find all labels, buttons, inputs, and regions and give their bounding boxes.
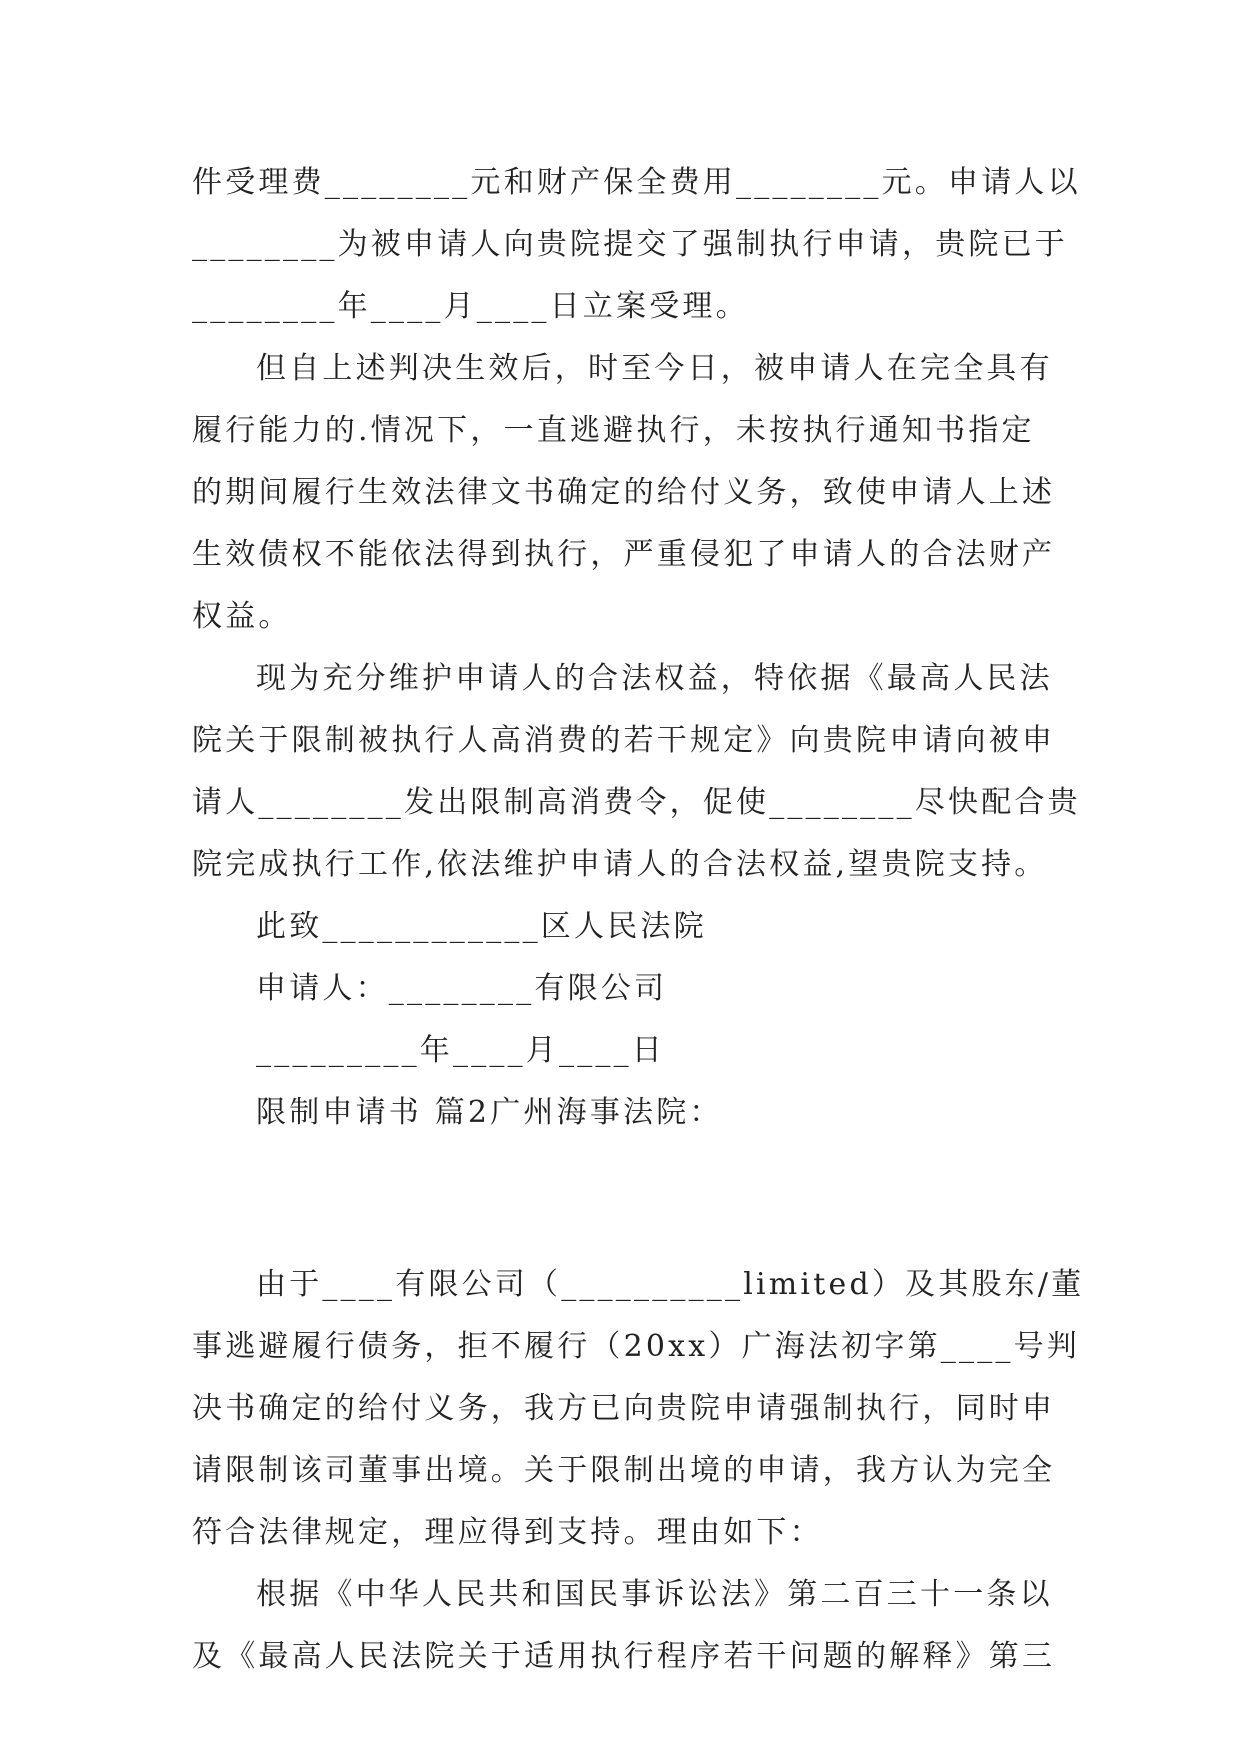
- date-line: _________年____月____日: [256, 1033, 665, 1068]
- paragraph-start: 现为充分维护申请人的合法权益，特依据《最高人民法: [256, 661, 1053, 696]
- text-line: 权益。: [192, 599, 292, 634]
- paragraph-start: 根据《中华人民共和国民事诉讼法》第二百三十一条以: [256, 1577, 1053, 1612]
- text-line: 件受理费________元和财产保全费用________元。申请人以: [192, 165, 1081, 200]
- text-line: 院关于限制被执行人高消费的若干规定》向贵院申请向被申: [192, 723, 1056, 758]
- paragraph-start: 由于____有限公司（__________limited）及其股东/董: [256, 1267, 1085, 1302]
- text-line: 院完成执行工作,依法维护申请人的合法权益,望贵院支持。: [192, 847, 1048, 882]
- text-line: 生效债权不能依法得到执行，严重侵犯了申请人的合法财产: [192, 537, 1056, 572]
- text-line: 决书确定的给付义务，我方已向贵院申请强制执行，同时申: [192, 1391, 1056, 1426]
- text-line: 请限制该司董事出境。关于限制出境的申请，我方认为完全: [192, 1453, 1056, 1488]
- text-line: ________为被申请人向贵院提交了强制执行申请，贵院已于: [192, 227, 1068, 262]
- text-line: ________年____月____日立案受理。: [192, 289, 749, 324]
- applicant-signature: 申请人：________有限公司: [256, 971, 668, 1006]
- text-line: 及《最高人民法院关于适用执行程序若干问题的解释》第三: [192, 1639, 1056, 1674]
- text-line: 符合法律规定，理应得到支持。理由如下：: [192, 1515, 823, 1550]
- paragraph-start: 但自上述判决生效后，时至今日，被申请人在完全具有: [256, 351, 1053, 386]
- section-heading: 限制申请书 篇2广州海事法院：: [256, 1095, 723, 1130]
- text-line: 事逃避履行债务，拒不履行（20xx）广海法初字第____号判: [192, 1329, 1081, 1364]
- salutation: 此致____________区人民法院: [256, 909, 707, 944]
- document-page: [192, 152, 1085, 1688]
- text-line: 的期间履行生效法律文书确定的给付义务，致使申请人上述: [192, 475, 1056, 510]
- text-line: 履行能力的.情况下，一直逃避执行，未按执行通知书指定: [192, 413, 1035, 448]
- text-line: 请人________发出限制高消费令，促使________尽快配合贵: [192, 785, 1081, 820]
- blank-space: [192, 1144, 1052, 1254]
